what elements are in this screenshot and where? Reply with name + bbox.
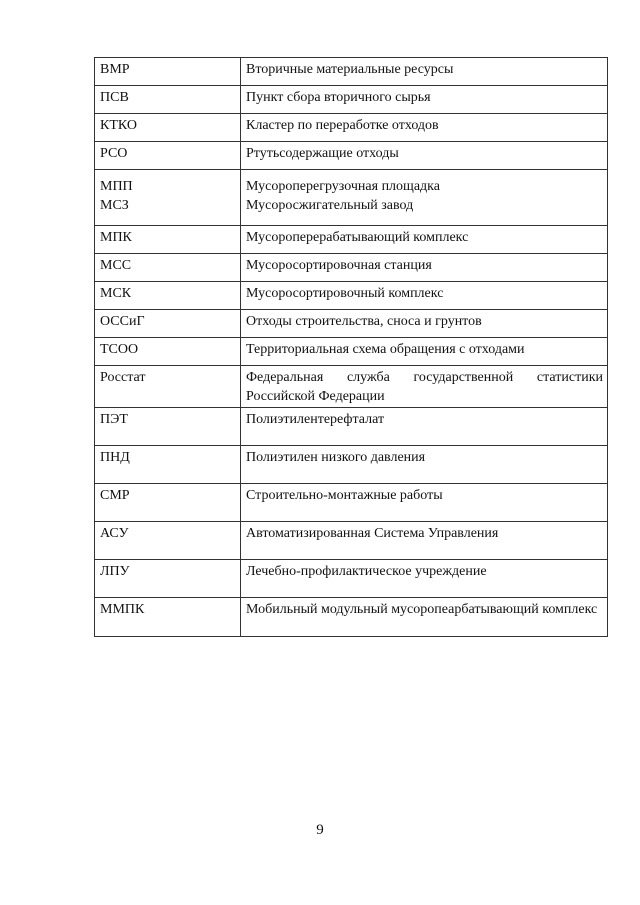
table-row bbox=[95, 408, 608, 446]
abbreviation-cell: ВМР bbox=[95, 58, 241, 86]
description-cell: Мусоросортировочная станция bbox=[241, 254, 608, 282]
description-text: Мусоросжигательный завод bbox=[246, 198, 414, 213]
abbreviation-cell: АСУ bbox=[95, 522, 241, 560]
description-cell: Полиэтилентерефталат bbox=[241, 408, 608, 446]
table-row bbox=[95, 58, 608, 86]
description-cell bbox=[241, 170, 608, 226]
table-row bbox=[95, 114, 608, 142]
abbreviation-cell: ТСОО bbox=[95, 338, 241, 366]
abbreviation-cell: МСК bbox=[95, 282, 241, 310]
description-cell: Ртутьсодержащие отходы bbox=[241, 142, 608, 170]
table-row bbox=[95, 86, 608, 114]
description-cell: Строительно-монтажные работы bbox=[241, 484, 608, 522]
abbreviation-cell bbox=[95, 170, 241, 226]
abbreviation-cell: МСС bbox=[95, 254, 241, 282]
table-row bbox=[95, 366, 608, 408]
abbreviation-cell: ОССиГ bbox=[95, 310, 241, 338]
description-cell: Территориальная схема обращения с отходами bbox=[241, 338, 608, 366]
table-row bbox=[95, 170, 608, 226]
table-row bbox=[95, 226, 608, 254]
table-row bbox=[95, 142, 608, 170]
abbreviation-cell: ПНД bbox=[95, 446, 241, 484]
description-cell: Пункт сбора вторичного сырья bbox=[241, 86, 608, 114]
table-row bbox=[95, 484, 608, 522]
table-row bbox=[95, 254, 608, 282]
table-row bbox=[95, 522, 608, 560]
description-cell: Отходы строительства, сноса и грунтов bbox=[241, 310, 608, 338]
table-row bbox=[95, 310, 608, 338]
abbreviation-cell: ПСВ bbox=[95, 86, 241, 114]
abbreviation-cell: КТКО bbox=[95, 114, 241, 142]
abbreviation-cell: СМР bbox=[95, 484, 241, 522]
table-row bbox=[95, 446, 608, 484]
description-cell: Мобильный модульный мусоропеарбатывающий комплекс bbox=[241, 598, 608, 637]
abbreviation-text: МПП bbox=[100, 179, 133, 194]
abbreviations-table-body bbox=[95, 58, 608, 637]
table-row bbox=[95, 282, 608, 310]
abbreviation-cell: ММПК bbox=[95, 598, 241, 637]
abbreviation-cell: Росстат bbox=[95, 366, 241, 408]
abbreviation-cell: ЛПУ bbox=[95, 560, 241, 598]
description-cell: Мусоросортировочный комплекс bbox=[241, 282, 608, 310]
description-cell: Полиэтилен низкого давления bbox=[241, 446, 608, 484]
description-cell: Вторичные материальные ресурсы bbox=[241, 58, 608, 86]
abbreviation-cell: РСО bbox=[95, 142, 241, 170]
description-cell: Автоматизированная Система Управления bbox=[241, 522, 608, 560]
table-row bbox=[95, 598, 608, 637]
abbreviation-cell: МПК bbox=[95, 226, 241, 254]
description-cell: Лечебно-профилактическое учреждение bbox=[241, 560, 608, 598]
description-cell: Федеральная служба государственной статистики Российской Федерации bbox=[241, 366, 608, 408]
description-text: Мусороперегрузочная площадка bbox=[246, 179, 440, 194]
abbreviation-text: МСЗ bbox=[100, 198, 129, 213]
table-row bbox=[95, 560, 608, 598]
table-row bbox=[95, 338, 608, 366]
description-cell: Кластер по переработке отходов bbox=[241, 114, 608, 142]
page-number: 9 bbox=[316, 822, 324, 838]
abbreviations-table bbox=[94, 57, 608, 637]
description-cell: Мусороперерабатывающий комплекс bbox=[241, 226, 608, 254]
abbreviation-cell: ПЭТ bbox=[95, 408, 241, 446]
